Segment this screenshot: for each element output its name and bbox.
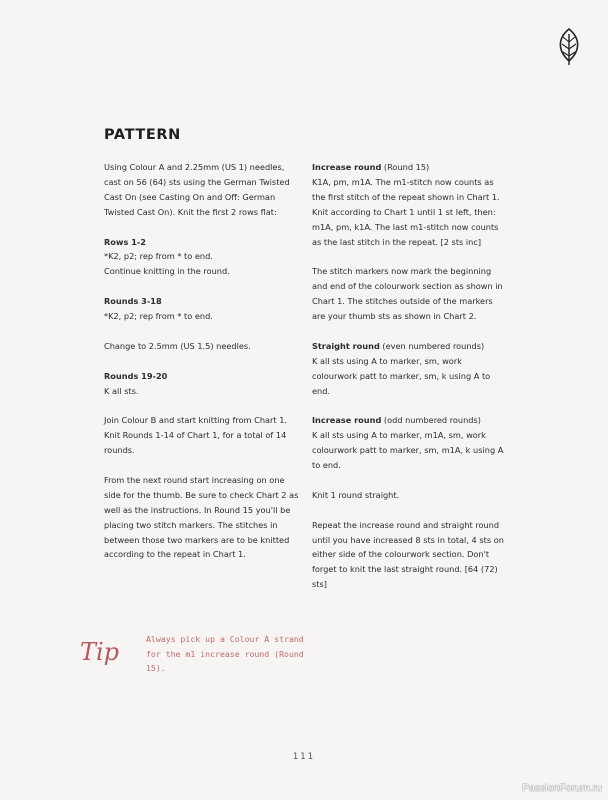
leaf-icon xyxy=(552,26,586,66)
needle-change-text: Change to 2.5mm (US 1.5) needles. xyxy=(104,340,251,351)
tip-label: Tip xyxy=(80,638,120,666)
page-title: PATTERN xyxy=(104,127,181,143)
rounds-19-20-text: K all sts. xyxy=(104,385,139,396)
rows-1-2-heading: Rows 1-2 xyxy=(104,236,147,247)
rounds-19-20-heading: Rounds 19-20 xyxy=(104,370,168,381)
increase-round-15-text: K1A, pm, m1A. The m1-stitch now counts as the first stitch of the repeat shown in Chart 1. Knit according to Chart 1 until 1 st left, then: m1A, pm, k1A. The last m1-stitch now counts as the last stitch in the repeat. [2 sts inc] xyxy=(312,176,500,247)
watermark: PassionForum.ru xyxy=(522,782,602,794)
knit-straight-text: Knit 1 round straight. xyxy=(312,489,400,500)
rows-1-2-line1: *K2, p2; rep from * to end. xyxy=(104,251,213,262)
increase-round-odd-text: K all sts using A to marker, m1A, sm, work colourwork patt to marker, sm, m1A, k using A to end. xyxy=(312,430,504,471)
increase-round-odd-heading: Increase round (odd numbered rounds) xyxy=(312,415,481,426)
left-column xyxy=(104,160,300,577)
repeat-paragraph: Repeat the increase round and straight round until you have increased 8 sts in total, 4 sts on either side of the colourwork section. Don't forget to knit the last straight round. [64 (72) sts] xyxy=(312,519,504,590)
increase-round-15-heading: Increase round (Round 15) xyxy=(312,162,430,172)
rounds-3-18-text: *K2, p2; rep from * to end. xyxy=(104,311,213,322)
colour-b-paragraph: Join Colour B and start knitting from Chart 1. Knit Rounds 1-14 of Chart 1, for a total of 14 rounds. xyxy=(104,415,288,456)
intro-paragraph: Using Colour A and 2.25mm (US 1) needles, cast on 56 (64) sts using the German Twisted Cast On (see Casting On and Off: German Twisted Cast On). Knit the first 2 rows flat: xyxy=(104,162,290,217)
page-number: 111 xyxy=(292,752,316,762)
straight-round-heading: Straight round (even numbered rounds) xyxy=(312,340,485,351)
increasing-paragraph: From the next round start increasing on one side for the thumb. Be sure to check Chart 2 as well as the instructions. In Round 15 you'll be placing two stitch markers. The stitches in between those two markers are to be knitted according to the repeat in Chart 1. xyxy=(104,474,299,560)
tip-text: Always pick up a Colour A strand for the m1 increase round (Round 15). xyxy=(146,634,304,674)
straight-round-text: K all sts using A to marker, sm, work colourwork patt to marker, sm, k using A to end. xyxy=(312,355,491,396)
rows-1-2-line2: Continue knitting in the round. xyxy=(104,266,230,277)
markers-paragraph: The stitch markers now mark the beginning and end of the colourwork section as shown in Chart 1. The stitches outside of the markers are your thumb sts as shown in Chart 2. xyxy=(312,266,503,322)
rounds-3-18-heading: Rounds 3-18 xyxy=(104,296,162,307)
right-column xyxy=(312,160,508,607)
